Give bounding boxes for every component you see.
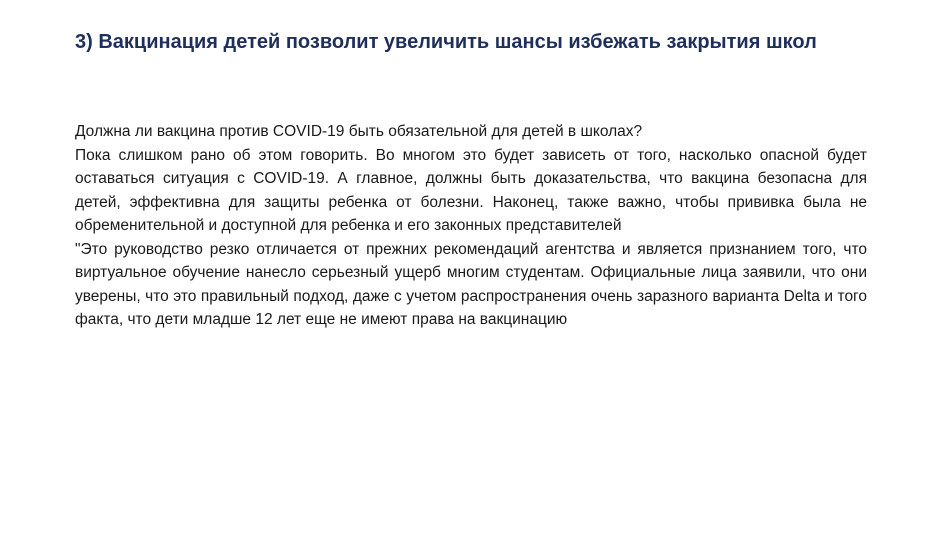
slide-body	[75, 120, 867, 332]
answer-paragraph: Пока слишком рано об этом говорить. Во многом это будет зависеть от того, насколько опасной будет оставаться ситуация с COVID-19. А главное, должны быть доказательства, что вакцина безопасна для детей, эффективна для защиты ребенка от болезни. Наконец, также важно, чтобы прививка была не обременительной и доступной для ребенка и его законных представителей	[75, 146, 867, 234]
question-paragraph: Должна ли вакцина против COVID-19 быть обязательной для детей в школах?	[75, 123, 643, 140]
slide-title: 3) Вакцинация детей позволит увеличить шансы избежать закрытия школ	[75, 31, 817, 53]
quote-paragraph: "Это руководство резко отличается от прежних рекомендаций агентства и является признанием того, что виртуальное обучение нанесло серьезный ущерб многим студентам. Официальные лица заявили, что они уверены, что это правильный подход, даже с учетом распространения очень заразного варианта Delta и того факта, что дети младше 12 лет еще не имеют права на вакцинацию	[75, 240, 867, 328]
